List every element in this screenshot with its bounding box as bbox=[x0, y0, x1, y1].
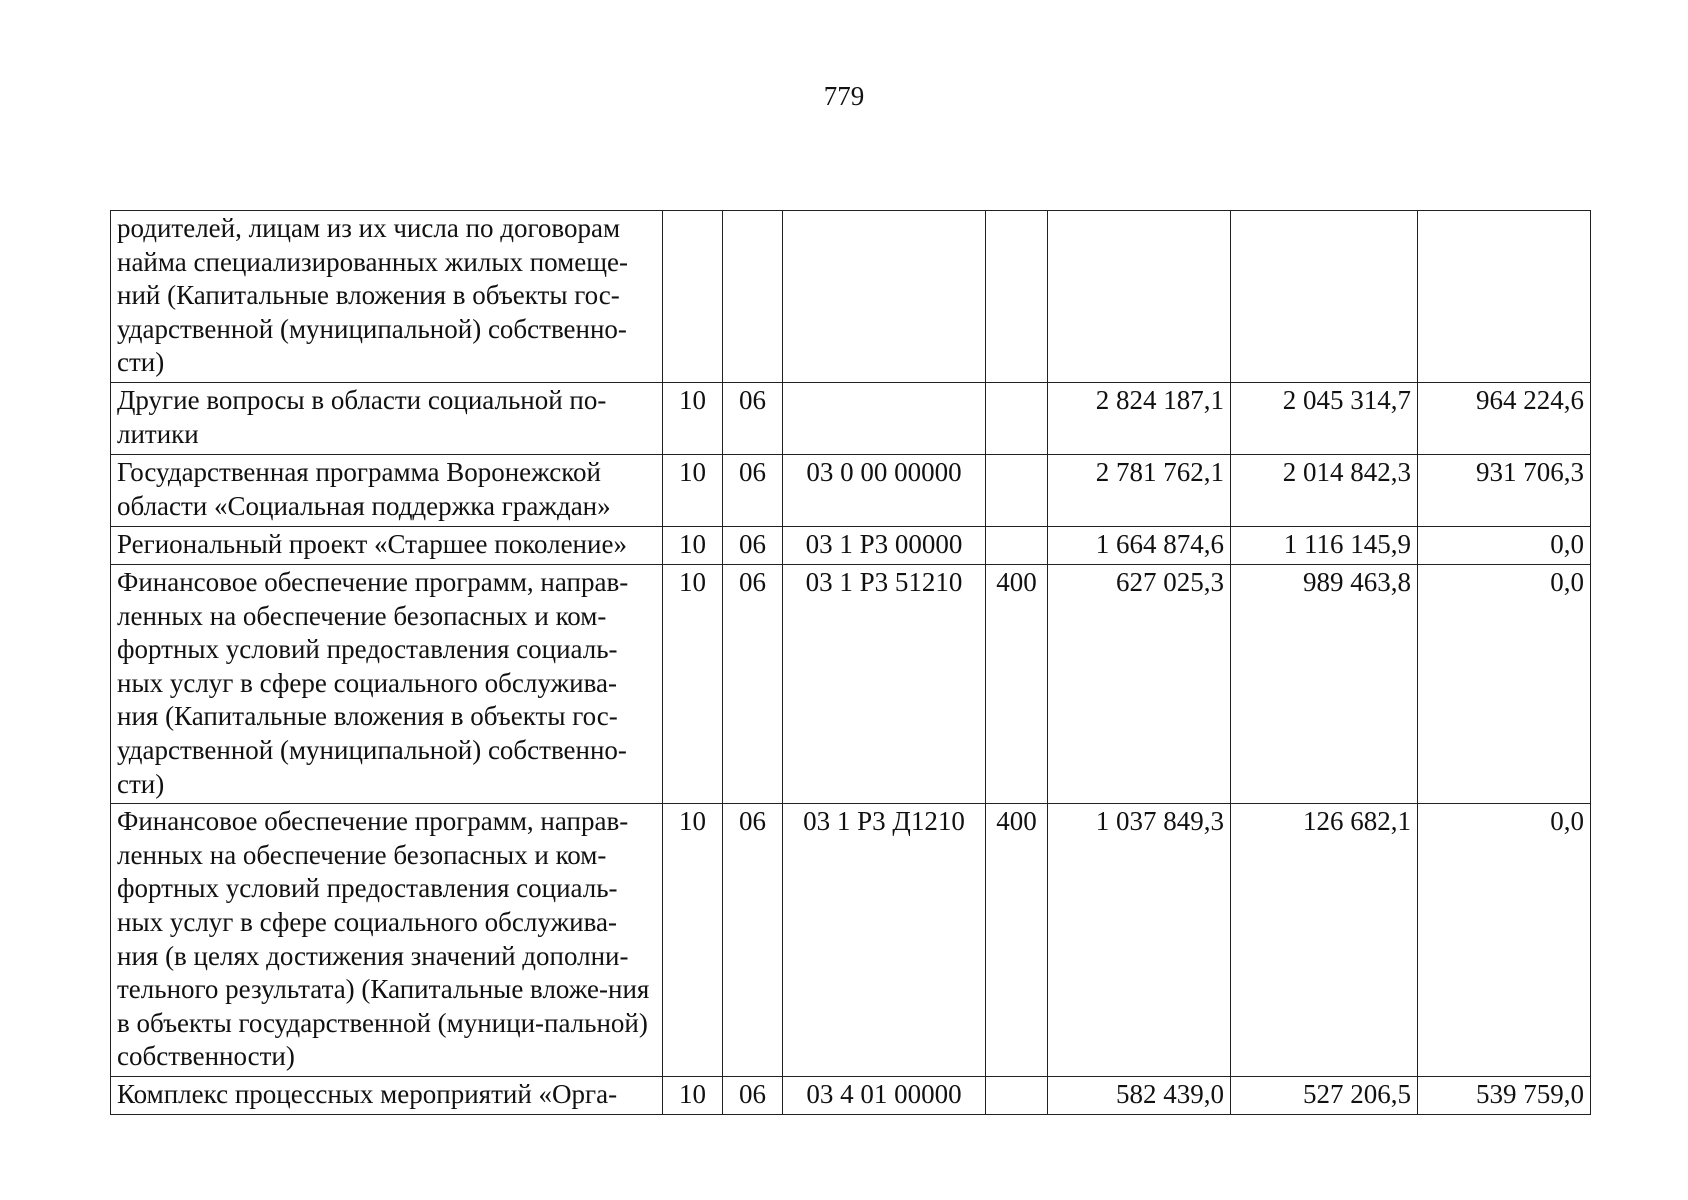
section-code: 10 bbox=[663, 1076, 723, 1114]
amount-year-3: 0,0 bbox=[1418, 804, 1591, 1077]
row-name: Комплекс процессных мероприятий «Орга- bbox=[111, 1076, 663, 1114]
amount-year-3: 964 224,6 bbox=[1418, 382, 1591, 454]
target-article-code: 03 1 Р3 00000 bbox=[783, 526, 986, 564]
target-article-code bbox=[783, 382, 986, 454]
amount-year-2: 2 045 314,7 bbox=[1231, 382, 1418, 454]
table-row bbox=[111, 564, 1591, 803]
section-code bbox=[663, 211, 723, 383]
section-code: 10 bbox=[663, 564, 723, 803]
amount-year-2: 2 014 842,3 bbox=[1231, 454, 1418, 526]
table-row bbox=[111, 211, 1591, 383]
expense-type-code bbox=[986, 526, 1048, 564]
amount-year-1: 2 781 762,1 bbox=[1048, 454, 1231, 526]
expense-type-code: 400 bbox=[986, 564, 1048, 803]
amount-year-2 bbox=[1231, 211, 1418, 383]
subsection-code bbox=[723, 211, 783, 383]
subsection-code: 06 bbox=[723, 1076, 783, 1114]
expense-type-code bbox=[986, 382, 1048, 454]
budget-table bbox=[110, 210, 1591, 1115]
amount-year-2: 527 206,5 bbox=[1231, 1076, 1418, 1114]
subsection-code: 06 bbox=[723, 382, 783, 454]
target-article-code bbox=[783, 211, 986, 383]
expense-type-code: 400 bbox=[986, 804, 1048, 1077]
row-name: Финансовое обеспечение программ, направ-ленных на обеспечение безопасных и ком-фортных условий предоставления социаль-ных услуг в сфере социального обслужива-ния (Капитальные вложения в объекты гос-ударственной (муниципальной) собственно-сти) bbox=[111, 564, 663, 803]
row-name: родителей, лицам из их числа по договорам найма специализированных жилых помеще-ний (Капитальные вложения в объекты гос-ударственной (муниципальной) собственно-сти) bbox=[111, 211, 663, 383]
expense-type-code bbox=[986, 1076, 1048, 1114]
subsection-code: 06 bbox=[723, 526, 783, 564]
expense-type-code bbox=[986, 211, 1048, 383]
amount-year-3: 0,0 bbox=[1418, 564, 1591, 803]
row-name: Государственная программа Воронежской области «Социальная поддержка граждан» bbox=[111, 454, 663, 526]
page-number: 779 bbox=[823, 81, 865, 111]
target-article-code: 03 1 Р3 Д1210 bbox=[783, 804, 986, 1077]
table-row bbox=[111, 382, 1591, 454]
section-code: 10 bbox=[663, 804, 723, 1077]
amount-year-3: 539 759,0 bbox=[1418, 1076, 1591, 1114]
amount-year-1: 1 037 849,3 bbox=[1048, 804, 1231, 1077]
subsection-code: 06 bbox=[723, 804, 783, 1077]
target-article-code: 03 0 00 00000 bbox=[783, 454, 986, 526]
subsection-code: 06 bbox=[723, 564, 783, 803]
row-name: Финансовое обеспечение программ, направ-ленных на обеспечение безопасных и ком-фортных условий предоставления социаль-ных услуг в сфере социального обслужива-ния (в целях достижения значений дополни-тельного результата) (Капитальные вложе-ния в объекты государственной (муници-пальной) собственности) bbox=[111, 804, 663, 1077]
amount-year-1 bbox=[1048, 211, 1231, 383]
target-article-code: 03 4 01 00000 bbox=[783, 1076, 986, 1114]
amount-year-2: 126 682,1 bbox=[1231, 804, 1418, 1077]
amount-year-3 bbox=[1418, 211, 1591, 383]
table-row bbox=[111, 804, 1591, 1077]
table-row bbox=[111, 1076, 1591, 1114]
row-name: Региональный проект «Старшее поколение» bbox=[111, 526, 663, 564]
amount-year-1: 2 824 187,1 bbox=[1048, 382, 1231, 454]
table-row bbox=[111, 454, 1591, 526]
table-row bbox=[111, 526, 1591, 564]
amount-year-3: 0,0 bbox=[1418, 526, 1591, 564]
section-code: 10 bbox=[663, 382, 723, 454]
section-code: 10 bbox=[663, 526, 723, 564]
amount-year-2: 989 463,8 bbox=[1231, 564, 1418, 803]
amount-year-3: 931 706,3 bbox=[1418, 454, 1591, 526]
amount-year-1: 627 025,3 bbox=[1048, 564, 1231, 803]
row-name: Другие вопросы в области социальной по-литики bbox=[111, 382, 663, 454]
amount-year-2: 1 116 145,9 bbox=[1231, 526, 1418, 564]
section-code: 10 bbox=[663, 454, 723, 526]
expense-type-code bbox=[986, 454, 1048, 526]
target-article-code: 03 1 Р3 51210 bbox=[783, 564, 986, 803]
subsection-code: 06 bbox=[723, 454, 783, 526]
amount-year-1: 582 439,0 bbox=[1048, 1076, 1231, 1114]
amount-year-1: 1 664 874,6 bbox=[1048, 526, 1231, 564]
